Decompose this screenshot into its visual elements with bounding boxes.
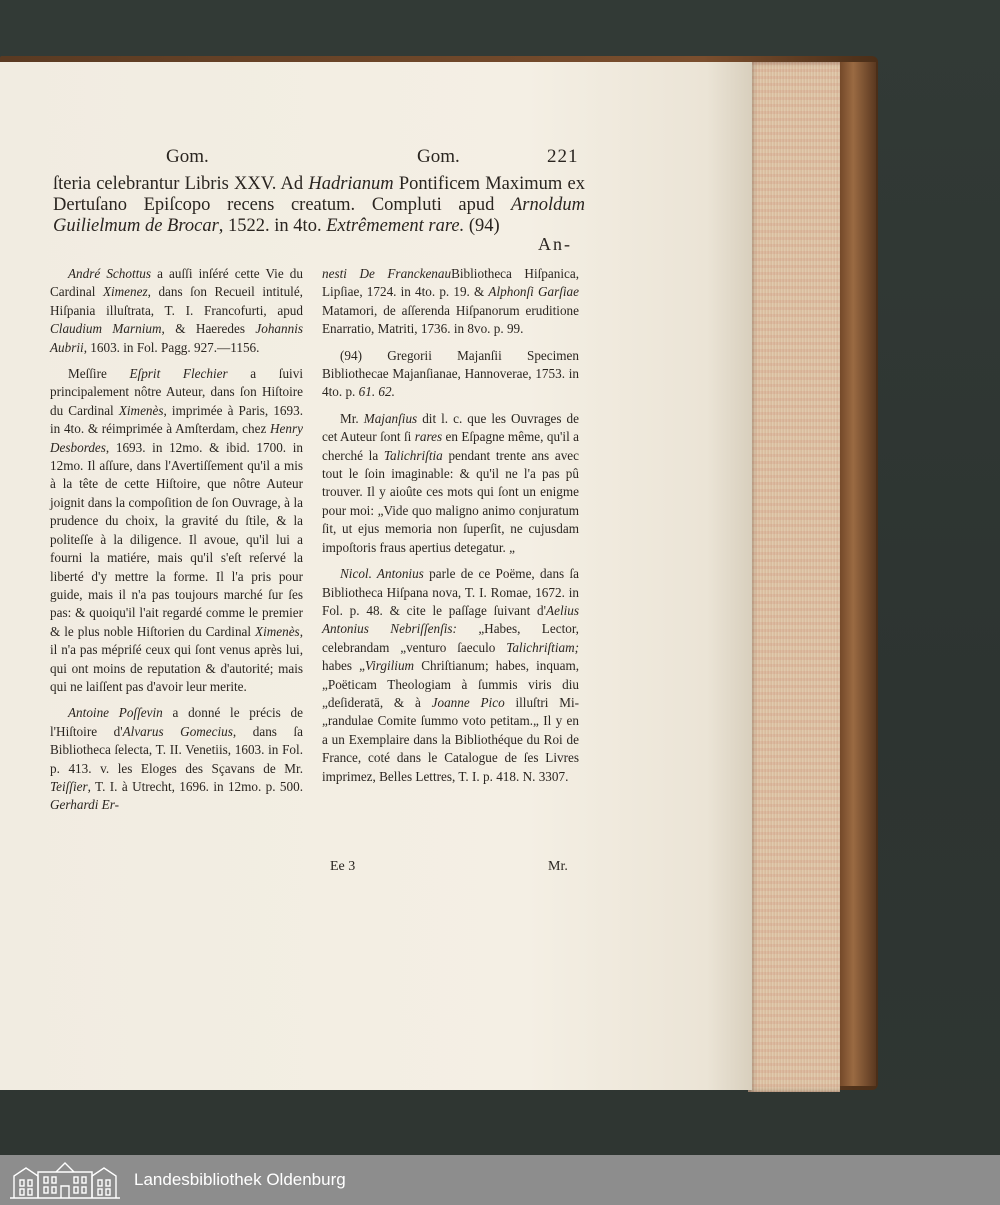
book-page bbox=[0, 62, 752, 1090]
catchword-top: An- bbox=[538, 234, 572, 254]
paragraph-flechier: Meſſire Eſprit Flechier a ſuivi principalement nôtre Auteur, dans ſon Hiſtoire du Cardinal Ximenès, imprimée à Paris, 1693. in 4to. & réimprimée à Amſterdam, chez Henry Desbordes, 1693. in 12mo. & ibid. 1700. in 12mo. Il aſſure, dans l'Avertiſſement qu'il a mis à la tête de cette Hiſtoire, que nôtre Auteur joignit dans la compoſition de ſon Ouvrage, à la prudence du choix, la gravité du ſtile, & la politeſſe à la diligence. Il avoue, qu'il lui a fourni la matiére, mais qu'il s'eſt reſervé la liberté d'y mettre la forme. Il l'a pris pour guide, mais il n'a pas toujours marché ſur ſes pas: & quoiqu'il l'ait regardé comme le premier & le plus noble Hiſtorien du Cardinal Ximenès, il n'a pas mépriſé ceux qui ſont venus après lui, qui ont moins de reputation & d'autorité; mais qui ne laiſſent pas d'avoir leur merite. bbox=[50, 366, 303, 694]
paragraph-majansius: Mr. Majanſius dit l. c. que les Ouvrages de cet Auteur ſont ſi rares en Eſpagne même, qu'il a cherché la Talichriſtia pendant trente ans avec tout le ſoin imaginable: & qu'il ne l'a pas pû trouver. Il y aioûte ces mots qui ſont un enigme pour moi: „Vide quo maligno animo conjuratum ſit, ut ejus memoria non ſuperſit, ne cujusdam impoſtoris fraus apertius detegatur. „ bbox=[322, 410, 580, 555]
library-building-icon bbox=[8, 1160, 122, 1200]
paragraph-schottus: André Schottus a auſſi inſéré cette Vie du Cardinal Ximenez, dans ſon Recueil intitulé, Hiſpania illuſtrata, T. I. Francofurti, apud Claudium Marnium, & Haeredes Johannis Aubrii, 1603. in Fol. Pagg. 927.—1156. bbox=[50, 266, 304, 355]
page-number: 221 bbox=[547, 146, 579, 167]
page-edges bbox=[748, 62, 840, 1092]
library-name: Landesbibliothek Oldenburg bbox=[134, 1170, 346, 1189]
running-head bbox=[0, 146, 752, 172]
book-spine-edge bbox=[838, 62, 876, 1086]
paragraph-franckenau: nesti De FranckenauBibliotheca Hiſpanica, Lipſiae, 1724. in 4to. p. 19. & Alphonſi Garſiae Matamori, de aſſerenda Hiſpanorum eruditione Enarratio, Matriti, 1736. in 8vo. p. 99. bbox=[322, 266, 580, 337]
left-column bbox=[50, 265, 303, 823]
running-head-center: Gom. bbox=[417, 146, 460, 167]
right-column bbox=[322, 265, 579, 794]
footnote-94: (94) Gregorii Majanſii Specimen Bibliothecae Majanſianae, Hannoverae, 1753. in 4to. p. 61. 62. bbox=[322, 347, 579, 400]
library-footer-bar bbox=[0, 1155, 1000, 1205]
headline-text: ſteria celebrantur Libris XXV. Ad Hadrianum Pontificem Maximum ex Dertuſano Epiſcopo recens creatum. Compluti apud Arnoldum Guilielmum de Brocar, 1522. in 4to. Extrêmement rare. (94) bbox=[53, 174, 585, 236]
paragraph-possevin: Antoine Poſſevin a donné le précis de l'Hiſtoire d'Alvarus Gomecius, dans ſa Bibliotheca ſelecta, T. II. Venetiis, 1603. in Fol. p. 413. v. les Eloges des Sçavans de Mr. Teiſſier, T. I. à Utrecht, 1696. in 12mo. p. 500. Gerhardi Er- bbox=[50, 705, 303, 813]
signature-mark: Ee 3 bbox=[330, 859, 356, 874]
running-head-left: Gom. bbox=[166, 146, 209, 167]
catchword-bottom: Mr. bbox=[548, 859, 568, 874]
paragraph-antonius: Nicol. Antonius parle de ce Poëme, dans ſa Bibliotheca Hiſpana nova, T. I. Romae, 1672. in Fol. p. 48. & cite le paſſage ſuivant d'Aelius Antonius Nebriſſenſis: „Habes, Lector, celebrandam „venturo ſaeculo Talichriſtiam; habes „Virgilium Chriſtianum; habes, inquam, „Poëticam Theologiam à ſummis viris diu „deſideratā, & à Joanne Pico illuſtri Mi-„randulae Comite ſummo voto petitam.„ Il y en a un Exemplaire dans la Bibliothéque du Roi de France, coté dans le Catalogue de ſes Livres imprimez, Belles Lettres, T. I. p. 418. N. 3307. bbox=[322, 566, 580, 784]
